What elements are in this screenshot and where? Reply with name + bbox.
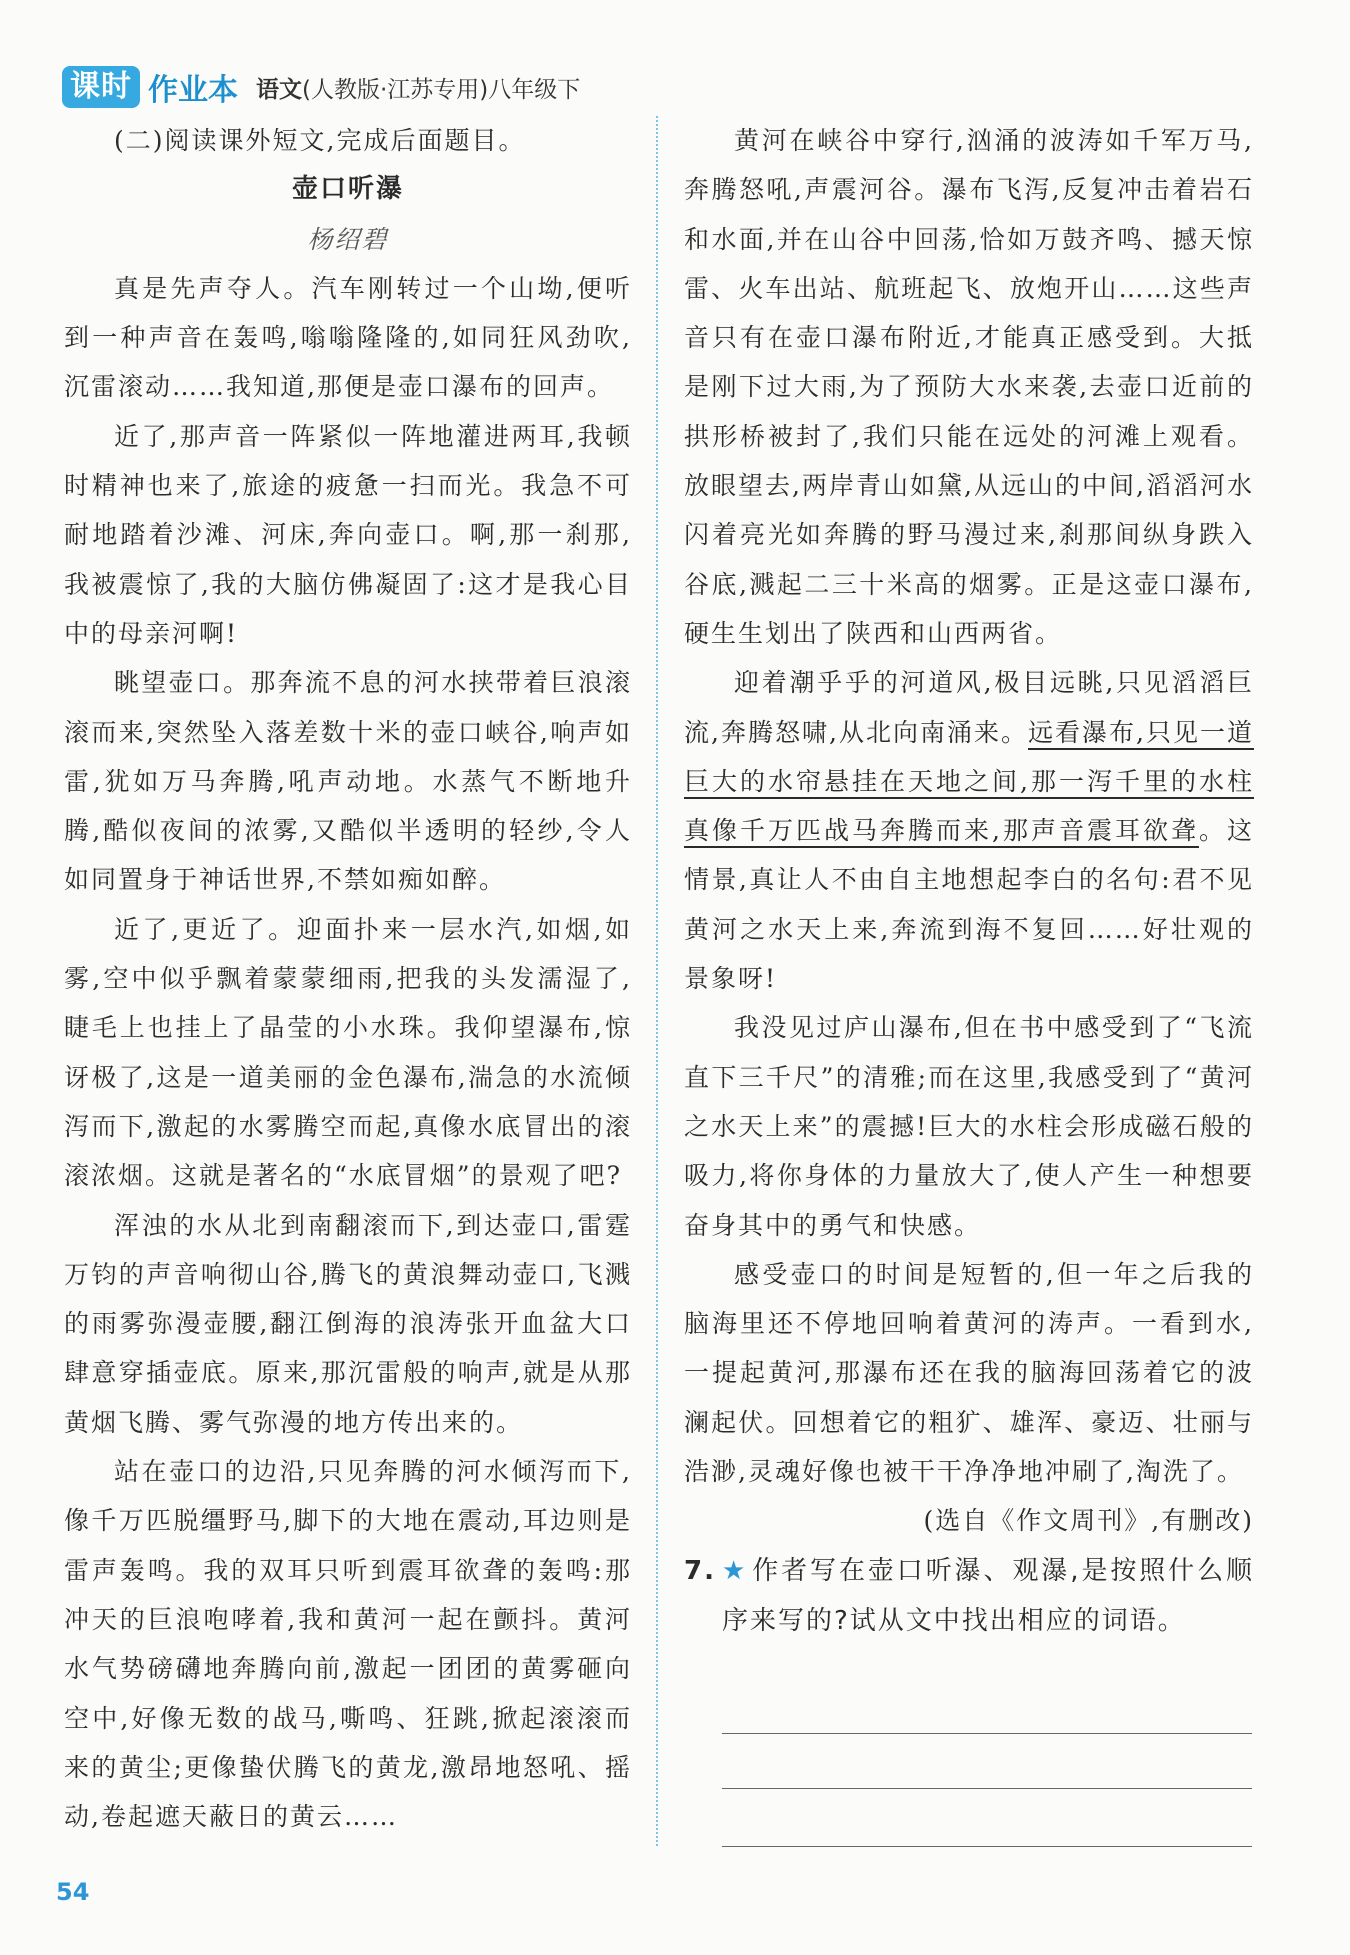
paragraph: 浑浊的水从北到南翻滚而下,到达壶口,雷霆万钧的声音响彻山谷,腾飞的黄浪舞动壶口,飞溅的雨雾弥漫壶腰,翻江倒海的浪涛张开血盆大口肆意穿插壶底。原来,那沉雷般的响声,就是从那黄烟飞腾、雾气弥漫的地方传出来的。 xyxy=(64,1210,632,1437)
answer-line[interactable] xyxy=(722,1846,1252,1847)
answer-line[interactable] xyxy=(722,1733,1252,1734)
right-column xyxy=(684,116,1254,1646)
paragraph: 感受壶口的时间是短暂的,但一年之后我的脑海里还不停地回响着黄河的涛声。一看到水,一提起黄河,那瀑布还在我的脑海回荡着它的波澜起伏。回想着它的粗犷、雄浑、豪迈、壮丽与浩渺,灵魂好像也被干干净净地冲刷了,淘洗了。 xyxy=(684,1259,1254,1487)
subject-name: 语文 xyxy=(256,76,302,103)
section-instruction: (二)阅读课外短文,完成后面题目。 xyxy=(114,126,526,155)
logo-text: 作业本 xyxy=(148,73,238,108)
question-text: 作者写在壶口听瀑、观瀑,是按照什么顺序来写的?试从文中找出相应的词语。 xyxy=(722,1555,1255,1636)
essay-author: 杨绍碧 xyxy=(307,224,389,254)
column-divider xyxy=(656,116,658,1846)
workbook-logo xyxy=(62,65,238,109)
paragraph: 近了,那声音一阵紧似一阵地灌进两耳,我顿时精神也来了,旅途的疲惫一扫而光。我急不可耐地踏着沙滩、河床,奔向壶口。啊,那一刹那,我被震惊了,我的大脑仿佛凝固了:这才是我心目中的母亲河啊! xyxy=(64,421,632,648)
paragraph: 眺望壶口。那奔流不息的河水挟带着巨浪滚滚而来,突然坠入落差数十米的壶口峡谷,响声如雷,犹如万马奔腾,吼声动地。水蒸气不断地升腾,酷似夜间的浓雾,又酷似半透明的轻纱,令人如同置身于神话世界,不禁如痴如醉。 xyxy=(64,668,632,895)
subject-line xyxy=(256,71,580,104)
subject-edition: (人教版·江苏专用)八年级下 xyxy=(302,76,581,103)
question-number: 7. xyxy=(684,1555,716,1586)
answer-line[interactable] xyxy=(722,1788,1252,1789)
underlined-sentence: 远看瀑布,只见一道巨大的水帘悬挂在天地之间,那一泻千里的水柱真像千万匹战马奔腾而来,那声音震耳欲聋 xyxy=(684,717,1254,846)
source-citation: (选自《作文周刊》,有删改) xyxy=(923,1506,1254,1536)
page-number: 54 xyxy=(56,1878,90,1906)
paragraph-with-underline xyxy=(684,658,1254,1003)
page-header xyxy=(62,64,580,110)
logo-badge: 课时 xyxy=(62,66,140,108)
left-column xyxy=(64,116,632,1841)
star-icon: ★ xyxy=(722,1555,749,1586)
paragraph: 真是先声夺人。汽车刚转过一个山坳,便听到一种声音在轰鸣,嗡嗡隆隆的,如同狂风劲吹,沉雷滚动……我知道,那便是壶口瀑布的回声。 xyxy=(64,273,632,402)
text: 。这情景,真让人不由自主地想起李白的名句:君不见黄河之水天上来,奔流到海不复回……好壮观的景象呀! xyxy=(684,816,1254,994)
paragraph: 站在壶口的边沿,只见奔腾的河水倾泻而下,像千万匹脱缰野马,脚下的大地在震动,耳边则是雷声轰鸣。我的双耳只听到震耳欲聋的轰鸣:那冲天的巨浪咆哮着,我和黄河一起在颤抖。黄河水气势磅礴地奔腾向前,激起一团团的黄雾砸向空中,好像无数的战马,嘶鸣、狂跳,掀起滚滚而来的黄尘;更像蛰伏腾飞的黄龙,激昂地怒吼、摇动,卷起遮天蔽日的黄云…… xyxy=(64,1457,632,1832)
question-7 xyxy=(684,1546,1254,1646)
essay-title: 壶口听瀑 xyxy=(291,174,404,205)
paragraph: 近了,更近了。迎面扑来一层水汽,如烟,如雾,空中似乎飘着蒙蒙细雨,把我的头发濡湿了,睫毛上也挂上了晶莹的小水珠。我仰望瀑布,惊讶极了,这是一道美丽的金色瀑布,湍急的水流倾泻而下,激起的水雾腾空而起,真像水底冒出的滚滚浓烟。这就是著名的“水底冒烟”的景观了吧? xyxy=(64,914,632,1191)
paragraph: 黄河在峡谷中穿行,汹涌的波涛如千军万马,奔腾怒吼,声震河谷。瀑布飞泻,反复冲击着岩石和水面,并在山谷中回荡,恰如万鼓齐鸣、撼天惊雷、火车出站、航班起飞、放炮开山……这些声音只有在壶口瀑布附近,才能真正感受到。大抵是刚下过大雨,为了预防大水来袭,去壶口近前的拱形桥被封了,我们只能在远处的河滩上观看。放眼望去,两岸青山如黛,从远山的中间,滔滔河水闪着亮光如奔腾的野马漫过来,刹那间纵身跌入谷底,溅起二三十米高的烟雾。正是这壶口瀑布,硬生生划出了陕西和山西两省。 xyxy=(684,126,1254,648)
text: 迎着潮乎乎的河道风,极目远眺,只见滔滔巨流,奔腾怒啸,从北向南涌来。 xyxy=(684,668,1254,747)
paragraph: 我没见过庐山瀑布,但在书中感受到了“飞流直下三千尺”的清雅;而在这里,我感受到了“黄河之水天上来”的震撼!巨大的水柱会形成磁石般的吸力,将你身体的力量放大了,使人产生一种想要奋身其中的勇气和快感。 xyxy=(684,1013,1254,1240)
